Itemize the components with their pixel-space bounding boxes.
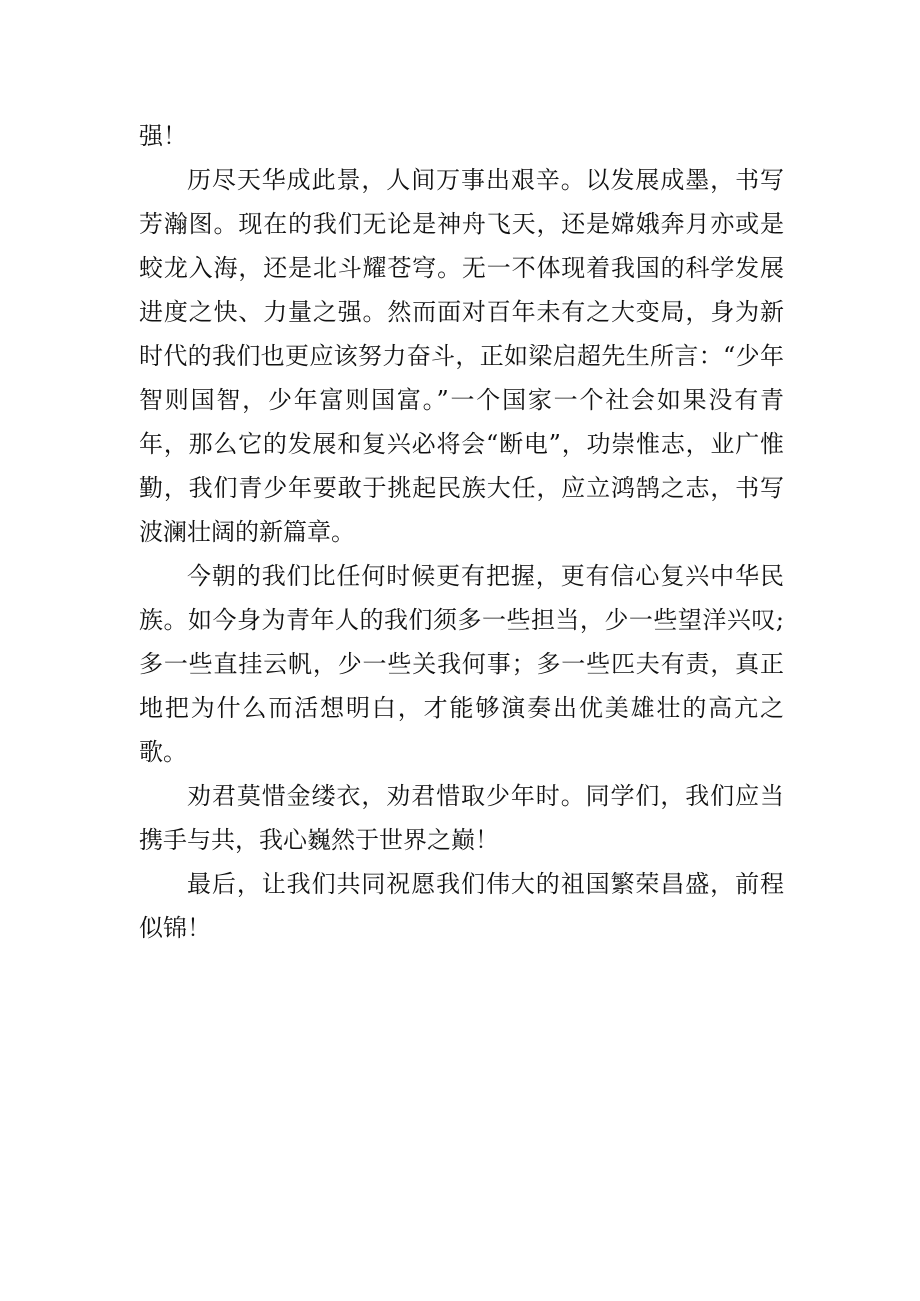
paragraph-confidence: 今朝的我们比任何时候更有把握，更有信心复兴中华民族。如今身为青年人的我们须多一些担当，少一些望洋兴叹;多一些直挂云帆，少一些关我何事；多一些匹夫有责，真正地把为什么而活想明白，才能够演奏出优美雄壮的高亢之歌。 bbox=[139, 562, 784, 766]
paragraph-exhortation: 劝君莫惜金缕衣，劝君惜取少年时。同学们，我们应当携手与共，我心巍然于世界之巅！ bbox=[139, 782, 784, 854]
continued-paragraph: 强！ bbox=[139, 122, 187, 150]
paragraph-closing: 最后，让我们共同祝愿我们伟大的祖国繁荣昌盛，前程似锦！ bbox=[139, 870, 784, 942]
document-body bbox=[139, 114, 784, 950]
paragraph-development: 历尽天华成此景，人间万事出艰辛。以发展成墨，书写芳瀚图。现在的我们无论是神舟飞天，还是嫦娥奔月亦或是蛟龙入海，还是北斗耀苍穹。无一不体现着我国的科学发展进度之快、力量之强。然而面对百年未有之大变局，身为新时代的我们也更应该努力奋斗，正如梁启超先生所言：“少年智则国智，少年富则国富。”一个国家一个社会如果没有青年，那么它的发展和复兴必将会“断电”，功崇惟志，业广惟勤，我们青少年要敢于挑起民族大任，应立鸿鹄之志，书写波澜壮阔的新篇章。 bbox=[139, 166, 784, 546]
